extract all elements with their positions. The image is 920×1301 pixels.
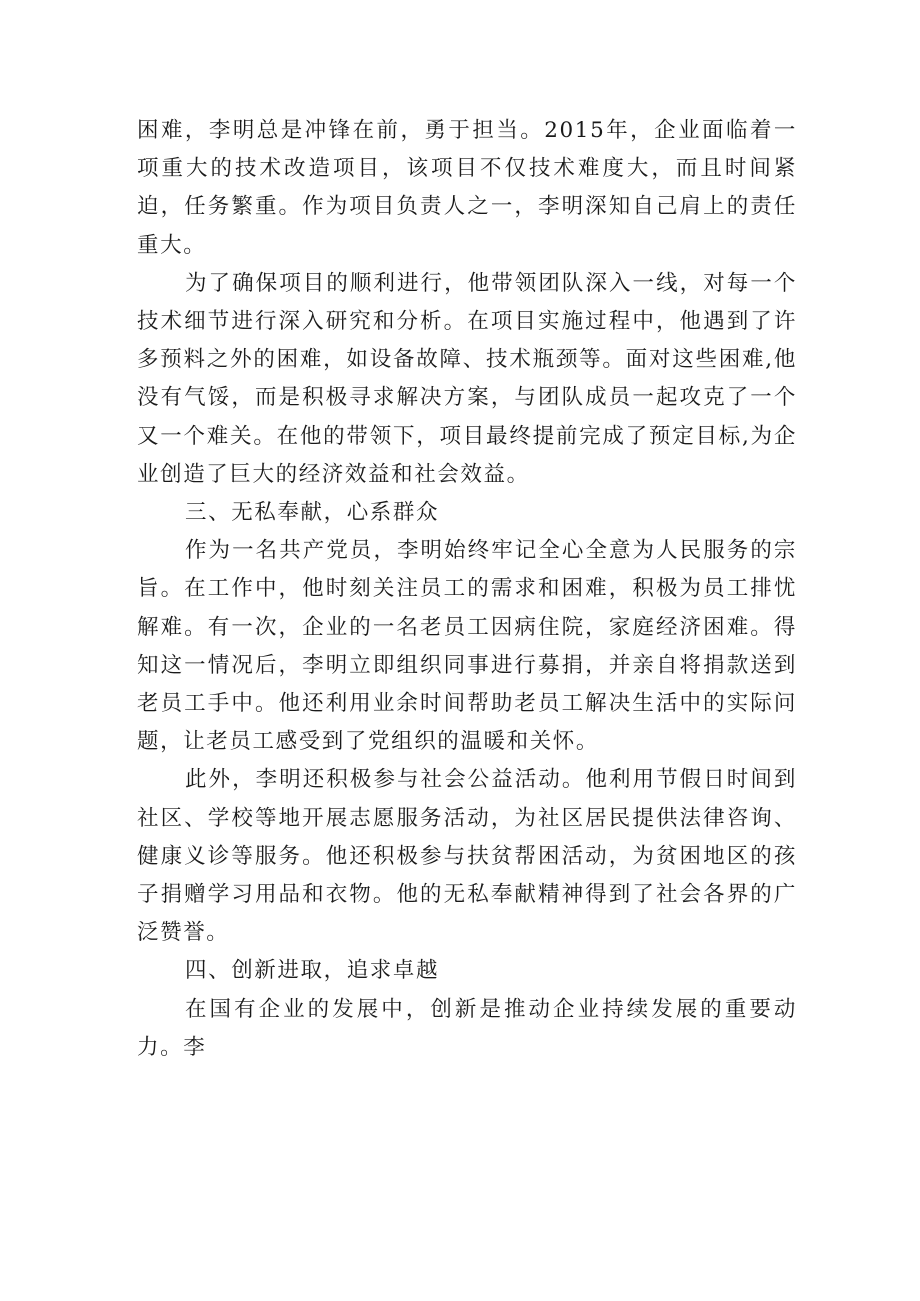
paragraph-innovation: 在国有企业的发展中，创新是推动企业持续发展的重要动力。李: [137, 996, 797, 1060]
section-heading-three: 三、无私奉献，心系群众: [185, 500, 440, 526]
paragraph-continuation: 困难，李明总是冲锋在前，勇于担当。2015年，企业面临着一项重大的技术改造项目，该项目不仅技术难度大，而且时间紧迫，任务繁重。作为项目负责人之一，李明深知自己肩上的责任重大。: [137, 118, 797, 258]
document-body: [137, 112, 797, 1067]
section-heading-four: 四、创新进取，追求卓越: [185, 958, 440, 984]
paragraph-serving-people: 作为一名共产党员，李明始终牢记全心全意为人民服务的宗旨。在工作中，他时刻关注员工的需求和困难，积极为员工排忧解难。有一次，企业的一名老员工因病住院，家庭经济困难。得知这一情况后，李明立即组织同事进行募捐，并亲自将捐款送到老员工手中。他还利用业余时间帮助老员工解决生活中的实际问题，让老员工感受到了党组织的温暖和关怀。: [137, 538, 797, 755]
paragraph-public-welfare: 此外，李明还积极参与社会公益活动。他利用节假日时间到社区、学校等地开展志愿服务活动，为社区居民提供法律咨询、健康义诊等服务。他还积极参与扶贫帮困活动，为贫困地区的孩子捐赠学习用品和衣物。他的无私奉献精神得到了社会各界的广泛赞誉。: [137, 767, 797, 946]
paragraph-project-leadership: 为了确保项目的顺利进行，他带领团队深入一线，对每一个技术细节进行深入研究和分析。在项目实施过程中，他遇到了许多预料之外的困难，如设备故障、技术瓶颈等。面对这些困难,他没有气馁，而是积极寻求解决方案，与团队成员一起攻克了一个又一个难关。在他的带领下，项目最终提前完成了预定目标,为企业创造了巨大的经济效益和社会效益。: [137, 270, 797, 487]
